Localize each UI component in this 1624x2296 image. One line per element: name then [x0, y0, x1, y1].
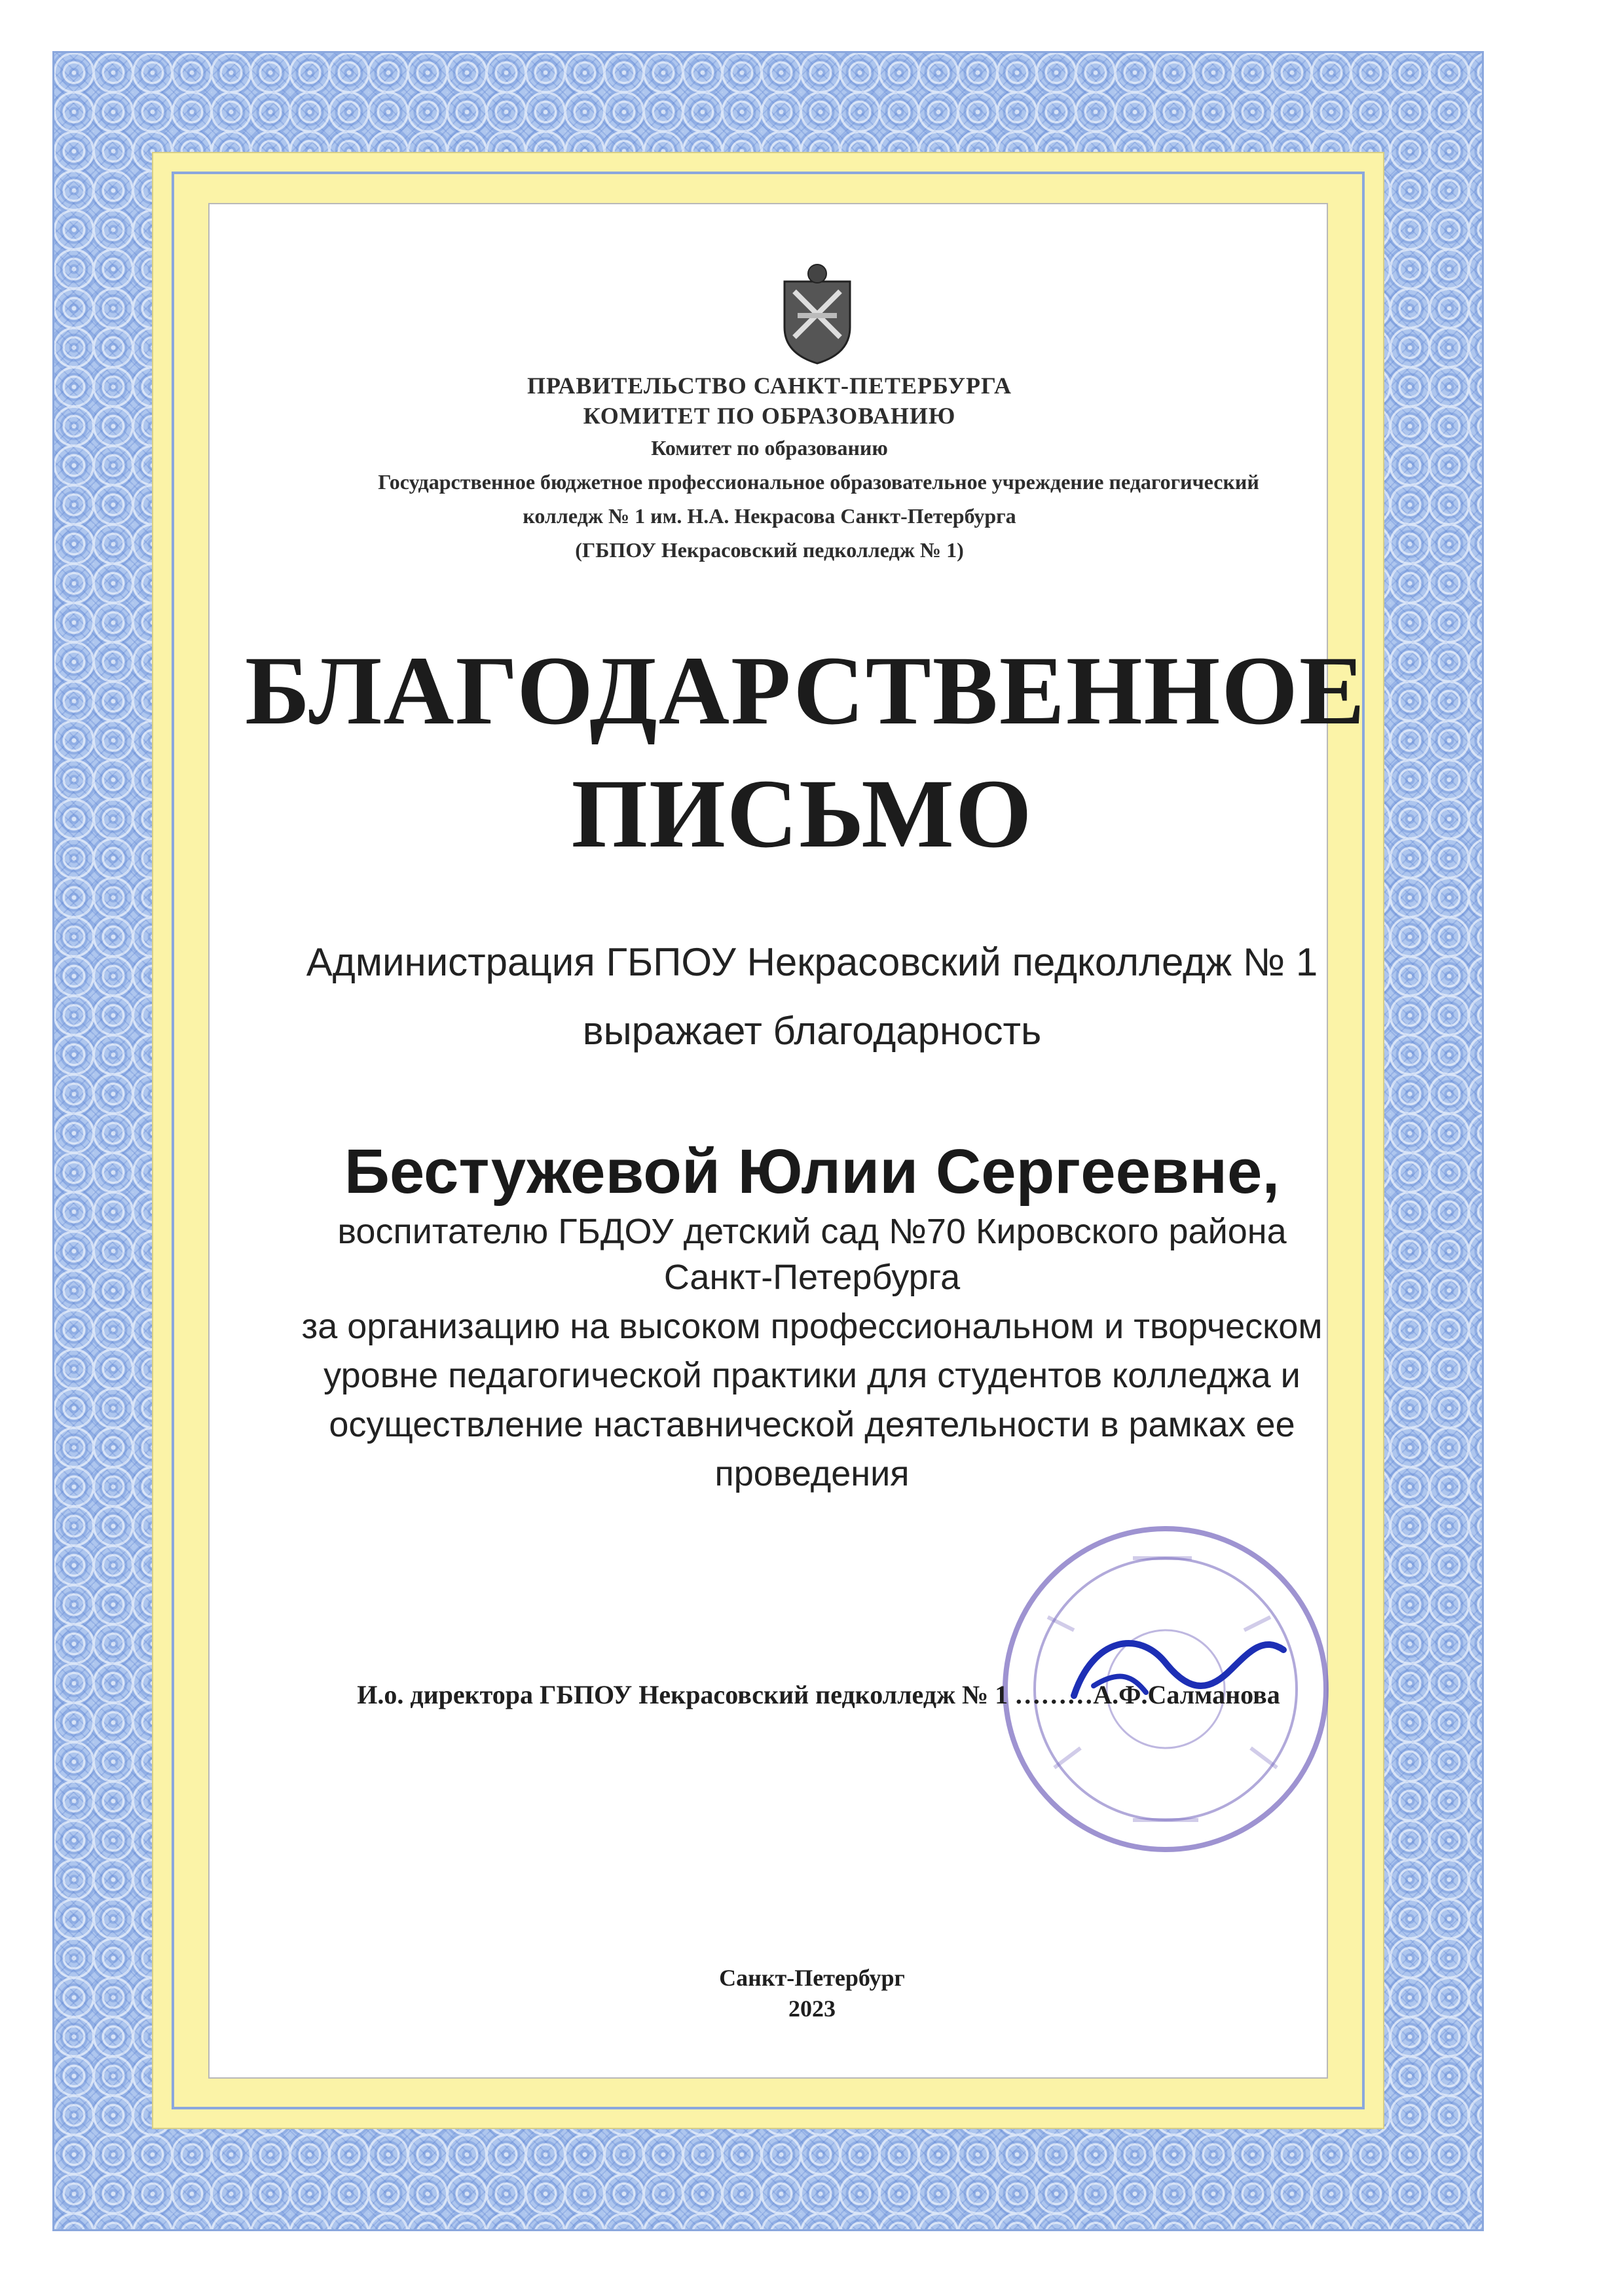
recipient-line-4: уровне педагогической практики для студентов колледжа и	[323, 1356, 1301, 1395]
coat-of-arms-icon	[771, 262, 863, 367]
title-line-2: ПИСЬМО	[571, 759, 1033, 868]
recipient-name: Бестужевой Юлии Сергеевне,	[344, 1137, 1280, 1207]
header-line-3: Комитет по образованию	[651, 436, 888, 460]
header-line-1: ПРАВИТЕЛЬСТВО САНКТ-ПЕТЕРБУРГА	[527, 373, 1012, 399]
header-line-6: (ГБПОУ Некрасовский педколледж № 1)	[575, 538, 964, 562]
header-line-5: колледж № 1 им. Н.А. Некрасова Санкт-Петербурга	[523, 504, 1016, 528]
intro-line-1: Администрация ГБПОУ Некрасовский педколледж № 1	[306, 940, 1318, 984]
footer-year: 2023	[788, 1995, 836, 2022]
header-line-2: КОМИТЕТ ПО ОБРАЗОВАНИЮ	[583, 403, 956, 429]
recipient-line-2: Санкт-Петербурга	[663, 1258, 961, 1297]
recipient-line-1: воспитателю ГБДОУ детский сад №70 Кировского района	[337, 1212, 1287, 1251]
intro-line-2: выражает благодарность	[582, 1009, 1042, 1053]
recipient-line-5: осуществление наставнической деятельности в рамках ее	[329, 1405, 1295, 1444]
recipient-line-6: проведения	[714, 1454, 910, 1493]
director-signature-line: И.о. директора ГБПОУ Некрасовский педколледж № 1 ………А.Ф.Салманова	[357, 1680, 1280, 1709]
recipient-line-3: за организацию на высоком профессиональном и творческом	[301, 1307, 1323, 1346]
footer-city: Санкт-Петербург	[719, 1965, 905, 1991]
title-line-1: БЛАГОДАРСТВЕННОЕ	[245, 636, 1366, 745]
header-line-4: Государственное бюджетное профессиональное образовательное учреждение педагогический	[378, 470, 1259, 494]
